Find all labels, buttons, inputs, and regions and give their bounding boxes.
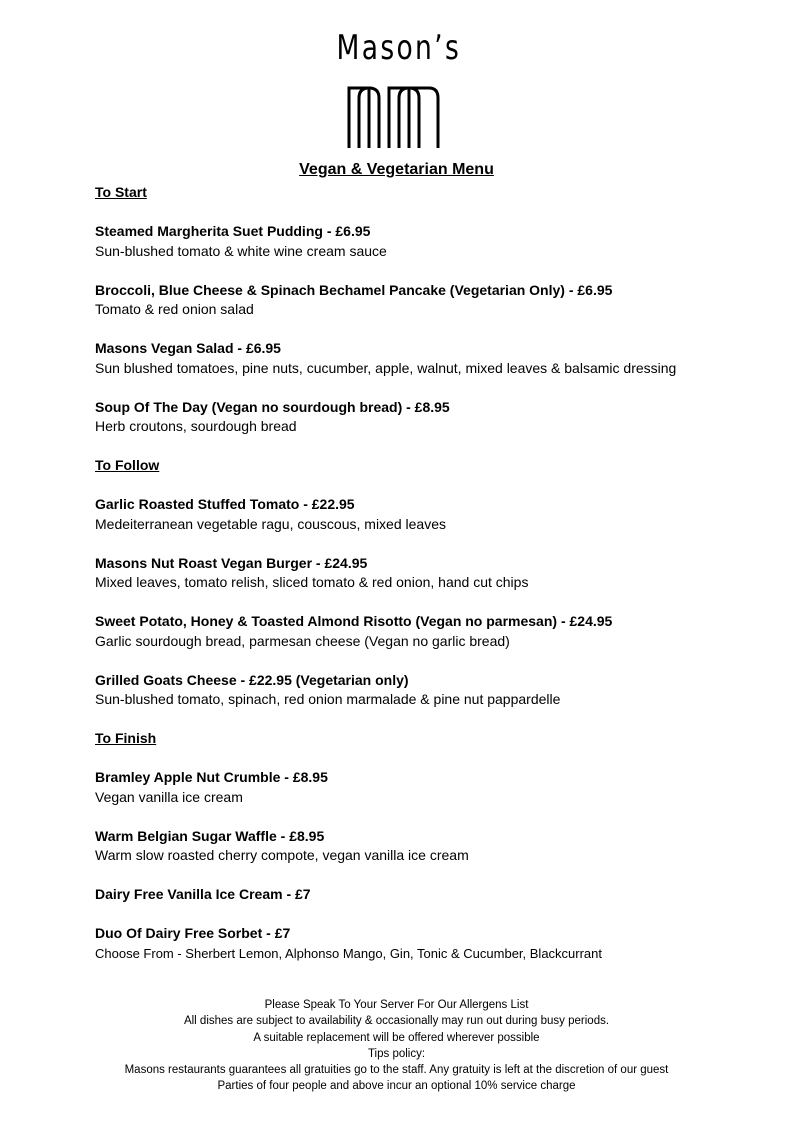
menu-item — [95, 495, 695, 534]
menu-item — [95, 924, 695, 963]
item-description: Herb croutons, sourdough bread — [95, 418, 297, 434]
item-name: Dairy Free Vanilla Ice Cream - £7 — [95, 886, 311, 902]
section-heading: To Finish — [95, 730, 157, 746]
section-to-finish — [95, 729, 695, 963]
item-name: Masons Nut Roast Vegan Burger - £24.95 — [95, 554, 368, 571]
item-name: Garlic Roasted Stuffed Tomato - £22.95 — [95, 496, 355, 512]
menu-item — [95, 671, 695, 710]
menu-item — [95, 554, 695, 593]
menu-item — [95, 339, 695, 378]
item-description: Sun-blushed tomato, spinach, red onion marmalade & pine nut pappardelle — [95, 691, 561, 707]
item-description: Vegan vanilla ice cream — [95, 788, 243, 805]
item-name: Broccoli, Blue Cheese & Spinach Bechamel Pancake (Vegetarian Only) - £6.95 — [95, 281, 613, 298]
menu-item — [95, 768, 695, 807]
item-description: Tomato & red onion salad — [95, 301, 254, 317]
item-name: Bramley Apple Nut Crumble - £8.95 — [95, 769, 328, 785]
section-heading: To Start — [95, 184, 147, 200]
item-description: Choose From - Sherbert Lemon, Alphonso Mango, Gin, Tonic & Cucumber, Blackcurrant — [95, 945, 603, 961]
item-name: Duo Of Dairy Free Sorbet - £7 — [95, 925, 291, 941]
menu-item — [95, 612, 695, 651]
logo-mm-monogram-icon — [346, 84, 442, 148]
footer-line: A suitable replacement will be offered wherever possible — [253, 1031, 540, 1044]
item-description: Garlic sourdough bread, parmesan cheese (Vegan no garlic bread) — [95, 632, 510, 649]
menu-item — [95, 222, 695, 261]
footer-line: Parties of four people and above incur an optional 10% service charge — [217, 1080, 576, 1093]
item-description: Medeiterranean vegetable ragu, couscous, mixed leaves — [95, 515, 446, 532]
menu-title: Vegan & Vegetarian Menu — [299, 161, 494, 178]
item-name: Warm Belgian Sugar Waffle - £8.95 — [95, 827, 325, 844]
logo — [320, 28, 470, 68]
footer-line: Please Speak To Your Server For Our Allergens List — [264, 999, 529, 1011]
footer-notes — [0, 997, 793, 1095]
item-name: Steamed Margherita Suet Pudding - £6.95 — [95, 223, 371, 239]
menu-content — [95, 183, 695, 983]
item-description: Mixed leaves, tomato relish, sliced tomato & red onion, hand cut chips — [95, 574, 529, 590]
item-name: Sweet Potato, Honey & Toasted Almond Risotto (Vegan no parmesan) - £24.95 — [95, 613, 613, 629]
footer-line: All dishes are subject to availability & occasionally may run out during busy periods. — [183, 1015, 610, 1028]
item-name: Grilled Goats Cheese - £22.95 (Vegetarian only) — [95, 671, 409, 688]
logo-wordmark: Mason’s — [336, 28, 462, 68]
item-description: Warm slow roasted cherry compote, vegan vanilla ice cream — [95, 847, 469, 863]
item-description: Sun blushed tomatoes, pine nuts, cucumber, apple, walnut, mixed leaves & balsamic dressing — [95, 359, 677, 376]
item-description: Sun-blushed tomato & white wine cream sauce — [95, 242, 387, 259]
menu-item — [95, 885, 695, 905]
section-heading: To Follow — [95, 457, 160, 473]
section-to-follow — [95, 456, 695, 710]
menu-item — [95, 398, 695, 437]
item-name: Masons Vegan Salad - £6.95 — [95, 340, 281, 356]
menu-item — [95, 827, 695, 866]
menu-item — [95, 281, 695, 320]
section-to-start — [95, 183, 695, 437]
footer-line: Masons restaurants guarantees all gratuities go to the staff. Any gratuity is left at the discretion of our guest — [124, 1064, 669, 1077]
footer-line: Tips policy: — [367, 1047, 426, 1060]
item-name: Soup Of The Day (Vegan no sourdough bread) - £8.95 — [95, 398, 450, 415]
